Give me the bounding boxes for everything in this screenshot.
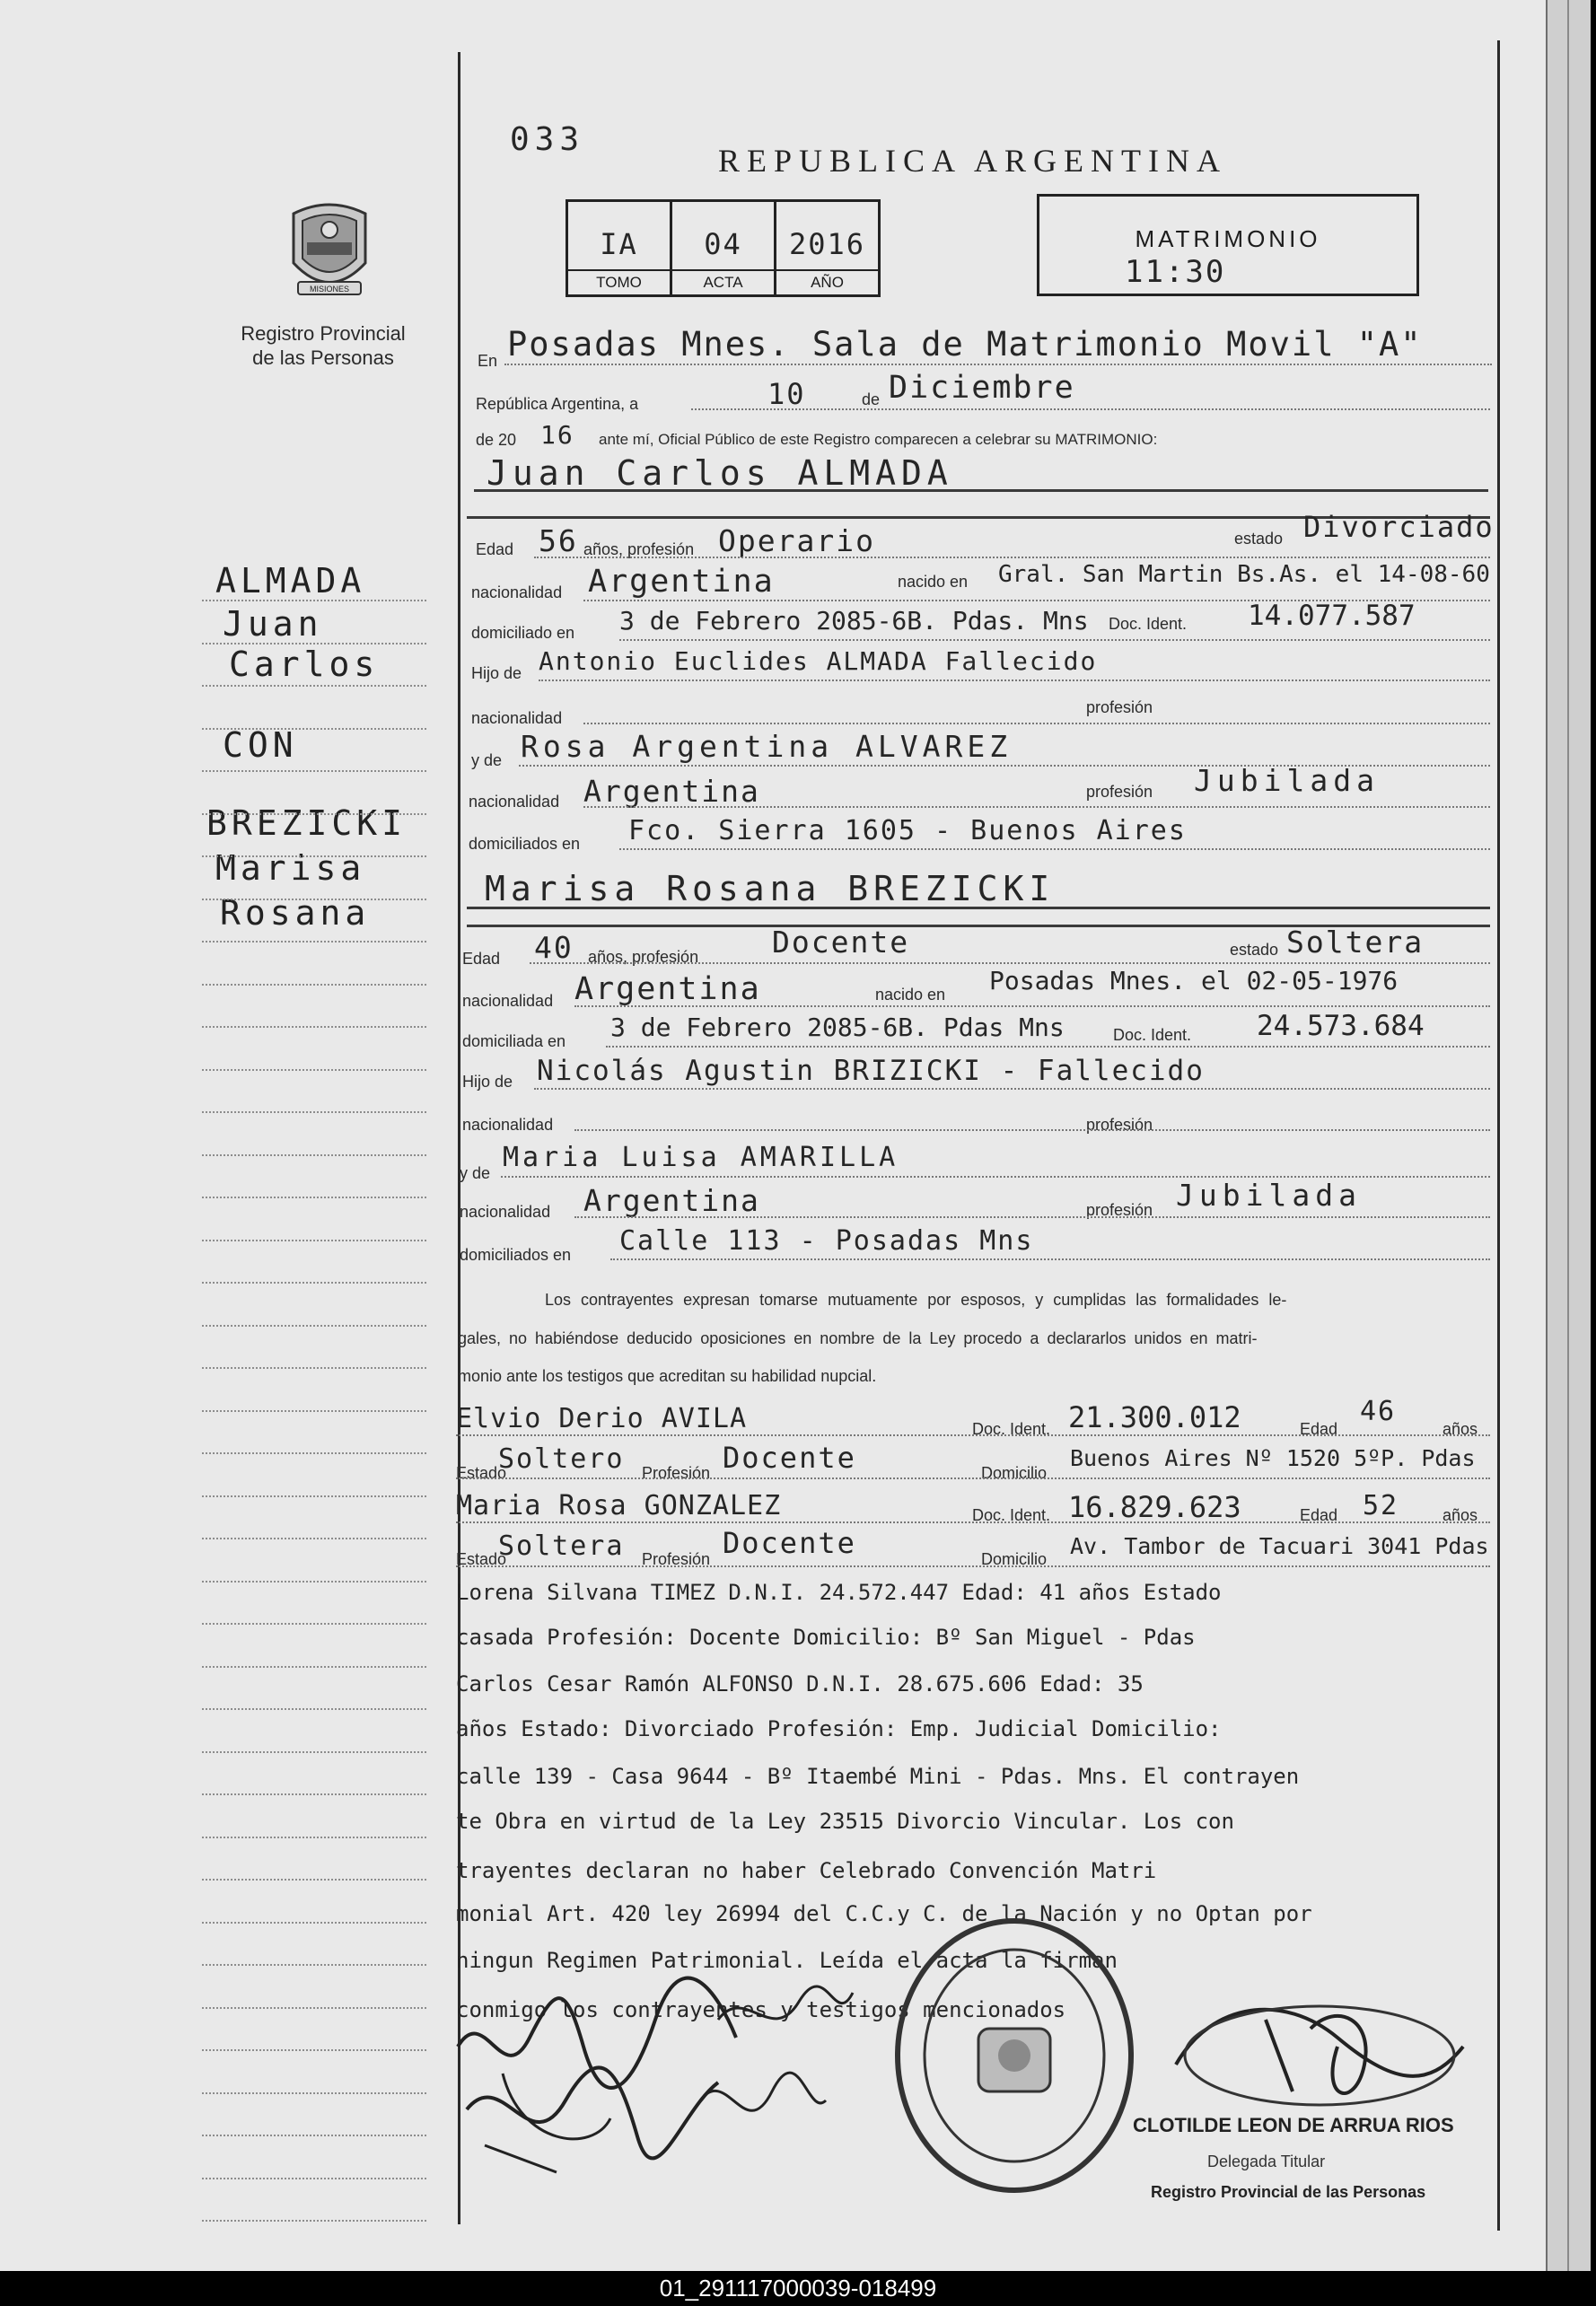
bride-mother-nacionalidad: Argentina <box>583 1183 760 1218</box>
margin-line <box>202 2049 426 2051</box>
ano-label: AÑO <box>776 269 878 294</box>
declaration-line3: monio ante los testigos que acreditan su habilidad nupcial. <box>458 1367 877 1385</box>
witness1-domicilio-label: Domicilio <box>981 1464 1048 1482</box>
groom-domiciliados-label: domiciliados en <box>469 835 581 853</box>
margin-line <box>202 728 426 730</box>
margin-line <box>202 770 426 772</box>
year-prefix: de 20 <box>476 431 517 449</box>
note-line: te Obra en virtud de la Ley 23515 Divorcio Vincular. Los con <box>456 1809 1234 1834</box>
bride-birth: Posadas Mnes. el 02-05-1976 <box>989 966 1399 995</box>
margin-bride-first: Marisa <box>215 848 366 888</box>
witness2-profesion-label: Profesión <box>642 1550 711 1568</box>
witness1-edad: 46 <box>1360 1396 1397 1427</box>
appearance-clause: ante mí, Oficial Público de este Registro comparecen a celebrar su MATRIMONIO: <box>599 431 1158 448</box>
margin-line <box>202 855 426 857</box>
witness1-estado-label: Estado <box>456 1464 507 1482</box>
bride-nacionalidad: Argentina <box>574 971 761 1007</box>
margin-line <box>202 1282 426 1284</box>
margin-bride-surname: BREZICKI <box>206 803 408 843</box>
country-title: REPUBLICA ARGENTINA <box>718 143 1228 179</box>
bride-father-line <box>534 1088 1490 1090</box>
margin-line <box>202 1666 426 1668</box>
margin-groom-middle: Carlos <box>229 644 380 684</box>
margin-line <box>202 2135 426 2136</box>
margin-line <box>202 1879 426 1881</box>
right-border <box>1497 40 1500 2231</box>
note-line: ningun Regimen Patrimonial. Leída el acta la firman <box>456 1948 1118 1973</box>
margin-line <box>202 1240 426 1241</box>
margin-line <box>202 1026 426 1028</box>
folio-number: 033 <box>510 121 585 158</box>
margin-line <box>202 899 426 900</box>
official-title: Delegada Titular <box>1207 2153 1326 2170</box>
bride-doc-label: Doc. Ident. <box>1113 1026 1192 1044</box>
groom-father-nacionalidad-label: nacionalidad <box>471 709 563 727</box>
tomo-cell <box>568 202 672 294</box>
bride-mother: Maria Luisa AMARILLA <box>503 1142 899 1173</box>
groom-domiciliado-label: domiciliado en <box>471 624 575 642</box>
bride-father-profesion-label: profesión <box>1086 1116 1153 1134</box>
image-id-label: 01_291117000039-018499 <box>0 2271 1596 2306</box>
en-label: En <box>478 352 498 370</box>
seal-text: MISIONES <box>309 285 350 294</box>
official-name: CLOTILDE LEON DE ARRUA RIOS <box>1133 2114 1454 2136</box>
groom-mother-nac-line <box>583 806 1490 808</box>
groom-birth: Gral. San Martin Bs.As. el 14-08-60 <box>998 561 1490 588</box>
margin-line <box>202 2220 426 2222</box>
record-type-label: MATRIMONIO <box>1135 225 1321 252</box>
bride-mother-profesion: Jubilada <box>1176 1178 1362 1213</box>
groom-father-profesion-label: profesión <box>1086 698 1153 716</box>
ceremony-month: Diciembre <box>889 370 1075 406</box>
bride-estado-label: estado <box>1230 941 1279 959</box>
bride-nacionalidad-label: nacionalidad <box>462 992 554 1010</box>
witness2-estado-label: Estado <box>456 1550 507 1568</box>
bride-edad-line <box>530 962 1490 964</box>
groom-name: Juan Carlos ALMADA <box>487 453 953 493</box>
groom-mother-nacionalidad: Argentina <box>583 774 760 809</box>
witness1-name: Elvio Derio AVILA <box>456 1403 748 1434</box>
registry-name <box>215 321 431 370</box>
witness2-line <box>456 1521 1490 1523</box>
bride-father-nac-line <box>574 1129 1490 1131</box>
ceremony-day: 10 <box>767 377 806 411</box>
margin-bride-middle: Rosana <box>220 893 371 933</box>
witness1-domicilio: Buenos Aires Nº 1520 5ºP. Pdas <box>1070 1445 1476 1471</box>
witness1-doc-label: Doc. Ident. <box>972 1420 1051 1438</box>
republica-label: República Argentina, a <box>476 395 639 413</box>
groom-y-de-label: y de <box>471 751 503 769</box>
groom-doc-label: Doc. Ident. <box>1109 615 1188 633</box>
bride-anos-profesion-label: años, profesión <box>588 948 699 966</box>
groom-profesion: Operario <box>718 523 875 558</box>
groom-nacionalidad: Argentina <box>588 564 775 600</box>
groom-nacido-label: nacido en <box>898 573 969 591</box>
witness2-domicilio: Av. Tambor de Tacuari 3041 Pdas <box>1070 1533 1489 1559</box>
groom-name-line <box>474 489 1488 492</box>
bride-edad-label: Edad <box>462 950 501 968</box>
margin-line <box>202 1793 426 1795</box>
handwritten-signatures <box>449 1966 898 2181</box>
year-suffix: 16 <box>540 420 574 450</box>
declaration-line2: gales, no habiéndose deducido oposiciones en nombre de la Ley procedo a declararlos unidos en matri- <box>458 1329 1258 1347</box>
witness1-line <box>456 1434 1490 1436</box>
date-line <box>691 408 1490 410</box>
bride-domiciliados-label: domiciliados en <box>460 1246 572 1264</box>
margin-line <box>202 1410 426 1412</box>
bride-edad: 40 <box>534 930 574 965</box>
margin-groom-first: Juan <box>223 604 323 644</box>
bride-hijo-de-label: Hijo de <box>462 1073 513 1091</box>
misiones-coat-of-arms-icon <box>280 196 379 303</box>
margin-line <box>202 1837 426 1838</box>
acta-label: ACTA <box>672 269 774 294</box>
bride-name-line <box>467 907 1490 909</box>
groom-parents-domicilio: Fco. Sierra 1605 - Buenos Aires <box>628 815 1187 846</box>
bride-y-de-label: y de <box>460 1164 491 1182</box>
groom-estado-label: estado <box>1234 530 1284 548</box>
acta-cell <box>672 202 776 294</box>
bride-profesion: Docente <box>772 925 910 960</box>
groom-edad-label: Edad <box>476 540 514 558</box>
groom-mother-profesion: Jubilada <box>1194 763 1380 798</box>
groom-parents-line <box>619 848 1490 850</box>
margin-line <box>202 643 426 644</box>
witness1-anos-label: años <box>1443 1420 1478 1438</box>
witness1-profesion: Docente <box>723 1441 856 1475</box>
note-line: años Estado: Divorciado Profesión: Emp. Judicial Domicilio: <box>456 1716 1222 1741</box>
bride-parents-domicilio: Calle 113 - Posadas Mns <box>619 1225 1034 1257</box>
groom-estado: Divorciado <box>1303 510 1495 544</box>
registry-name-line2: de las Personas <box>252 346 394 369</box>
witness2-name: Maria Rosa GONZALEZ <box>456 1490 782 1521</box>
margin-line <box>202 1154 426 1156</box>
margin-line <box>202 1538 426 1539</box>
ano-value: 2016 <box>788 227 866 261</box>
bride-name: Marisa Rosana BREZICKI <box>485 869 1056 908</box>
margin-divider <box>458 52 460 2224</box>
witness2-doc: 16.829.623 <box>1068 1490 1241 1524</box>
margin-line <box>202 1367 426 1369</box>
bride-parents-line <box>610 1258 1490 1260</box>
bride-father-nacionalidad-label: nacionalidad <box>462 1116 554 1134</box>
groom-father-line <box>539 680 1490 681</box>
groom-father-nac-line <box>583 723 1490 724</box>
de-label: de <box>862 390 881 408</box>
note-line: trayentes declaran no haber Celebrado Convención Matri <box>456 1858 1157 1883</box>
ano-cell <box>776 202 878 294</box>
witness2-edad-label: Edad <box>1300 1506 1338 1524</box>
place-line <box>504 364 1492 365</box>
margin-con: CON <box>223 725 298 765</box>
bride-mother-nacionalidad-label: nacionalidad <box>460 1203 551 1221</box>
margin-line <box>202 2092 426 2094</box>
tomo-value: IA <box>600 227 638 261</box>
bride-nacido-label: nacido en <box>875 986 946 1004</box>
note-line: monial Art. 420 ley 26994 del C.C.y C. de la Nación y no Optan por <box>456 1901 1312 1926</box>
bride-nacionalidad-line <box>574 1005 1490 1007</box>
margin-line <box>202 2178 426 2179</box>
groom-anos-profesion-label: años, profesión <box>583 540 695 558</box>
witness1-edad-label: Edad <box>1300 1420 1338 1438</box>
groom-father: Antonio Euclides ALMADA Fallecido <box>539 646 1098 676</box>
groom-edad: 56 <box>539 523 578 558</box>
groom-domicilio-line <box>619 639 1490 641</box>
margin-line <box>202 813 426 815</box>
witness2-profesion: Docente <box>723 1526 856 1560</box>
witness1-profesion-label: Profesión <box>642 1464 711 1482</box>
witness1-estado-line <box>456 1477 1490 1479</box>
witness2-anos-label: años <box>1443 1506 1478 1524</box>
margin-line <box>202 984 426 986</box>
margin-line <box>202 1964 426 1966</box>
bride-father: Nicolás Agustin BRIZICKI - Fallecido <box>537 1055 1205 1087</box>
ceremony-time: 11:30 <box>1125 254 1226 290</box>
margin-line <box>202 1325 426 1327</box>
witness2-domicilio-label: Domicilio <box>981 1550 1048 1568</box>
bride-domicilio: 3 de Febrero 2085-6B. Pdas Mns <box>610 1013 1065 1042</box>
margin-line <box>202 685 426 687</box>
witness2-estado: Soltera <box>498 1530 625 1562</box>
margin-line <box>202 1581 426 1583</box>
page-edge <box>1546 0 1591 2271</box>
volume-record-box <box>566 199 881 297</box>
margin-line <box>202 1751 426 1753</box>
groom-mother-profesion-label: profesión <box>1086 783 1153 801</box>
groom-nacionalidad-label: nacionalidad <box>471 583 563 601</box>
bride-estado: Soltera <box>1286 925 1425 960</box>
ceremony-place: Posadas Mnes. Sala de Matrimonio Movil "A" <box>507 325 1423 364</box>
official-stamp-icon <box>889 1912 1140 2199</box>
bride-domicilio-line <box>606 1046 1490 1048</box>
margin-line <box>202 1922 426 1924</box>
acta-value: 04 <box>704 227 742 261</box>
margin-line <box>202 1069 426 1071</box>
record-type-box <box>1037 194 1419 296</box>
margin-line <box>202 1111 426 1113</box>
groom-mother: Rosa Argentina ALVAREZ <box>521 729 1013 764</box>
note-line: Lorena Silvana TIMEZ D.N.I. 24.572.447 Edad: 41 años Estado <box>456 1580 1222 1605</box>
bride-domiciliada-label: domiciliada en <box>462 1032 566 1050</box>
note-line: Carlos Cesar Ramón ALFONSO D.N.I. 28.675.606 Edad: 35 <box>456 1671 1144 1697</box>
witness2-edad: 52 <box>1363 1490 1399 1521</box>
bride-mother-nac-line <box>574 1216 1490 1218</box>
groom-mother-nacionalidad-label: nacionalidad <box>469 793 560 811</box>
margin-line <box>202 1197 426 1198</box>
margin-line <box>202 1708 426 1710</box>
bride-doc: 24.573.684 <box>1257 1010 1425 1042</box>
note-line: conmigo los contrayentes y testigos mencionados <box>456 1997 1066 2022</box>
witness2-doc-label: Doc. Ident. <box>972 1506 1051 1524</box>
witness1-estado: Soltero <box>498 1443 625 1475</box>
margin-line <box>202 1452 426 1454</box>
tomo-label: TOMO <box>568 269 670 294</box>
official-signature <box>1158 1984 1481 2118</box>
margin-line <box>202 600 426 601</box>
margin-line <box>202 1495 426 1497</box>
witness2-estado-line <box>456 1565 1490 1567</box>
note-line: calle 139 - Casa 9644 - Bº Itaembé Mini - Pdas. Mns. El contrayen <box>456 1764 1300 1789</box>
note-line: casada Profesión: Docente Domicilio: Bº San Miguel - Pdas <box>456 1625 1196 1650</box>
declaration-line1: Los contrayentes expresan tomarse mutuamente por esposos, y cumplidas las formalidades le- <box>545 1291 1287 1309</box>
margin-line <box>202 941 426 943</box>
margin-groom-surname: ALMADA <box>215 561 366 601</box>
groom-domicilio: 3 de Febrero 2085-6B. Pdas. Mns <box>619 606 1089 636</box>
groom-doc: 14.077.587 <box>1248 600 1416 632</box>
groom-edad-line <box>534 557 1490 558</box>
registry-name-line1: Registro Provincial <box>241 322 406 345</box>
official-office: Registro Provincial de las Personas <box>1151 2183 1426 2201</box>
bride-mother-profesion-label: profesión <box>1086 1201 1153 1219</box>
margin-line <box>202 1623 426 1625</box>
witness1-doc: 21.300.012 <box>1068 1400 1241 1434</box>
groom-hijo-de-label: Hijo de <box>471 664 522 682</box>
margin-line <box>202 2007 426 2009</box>
